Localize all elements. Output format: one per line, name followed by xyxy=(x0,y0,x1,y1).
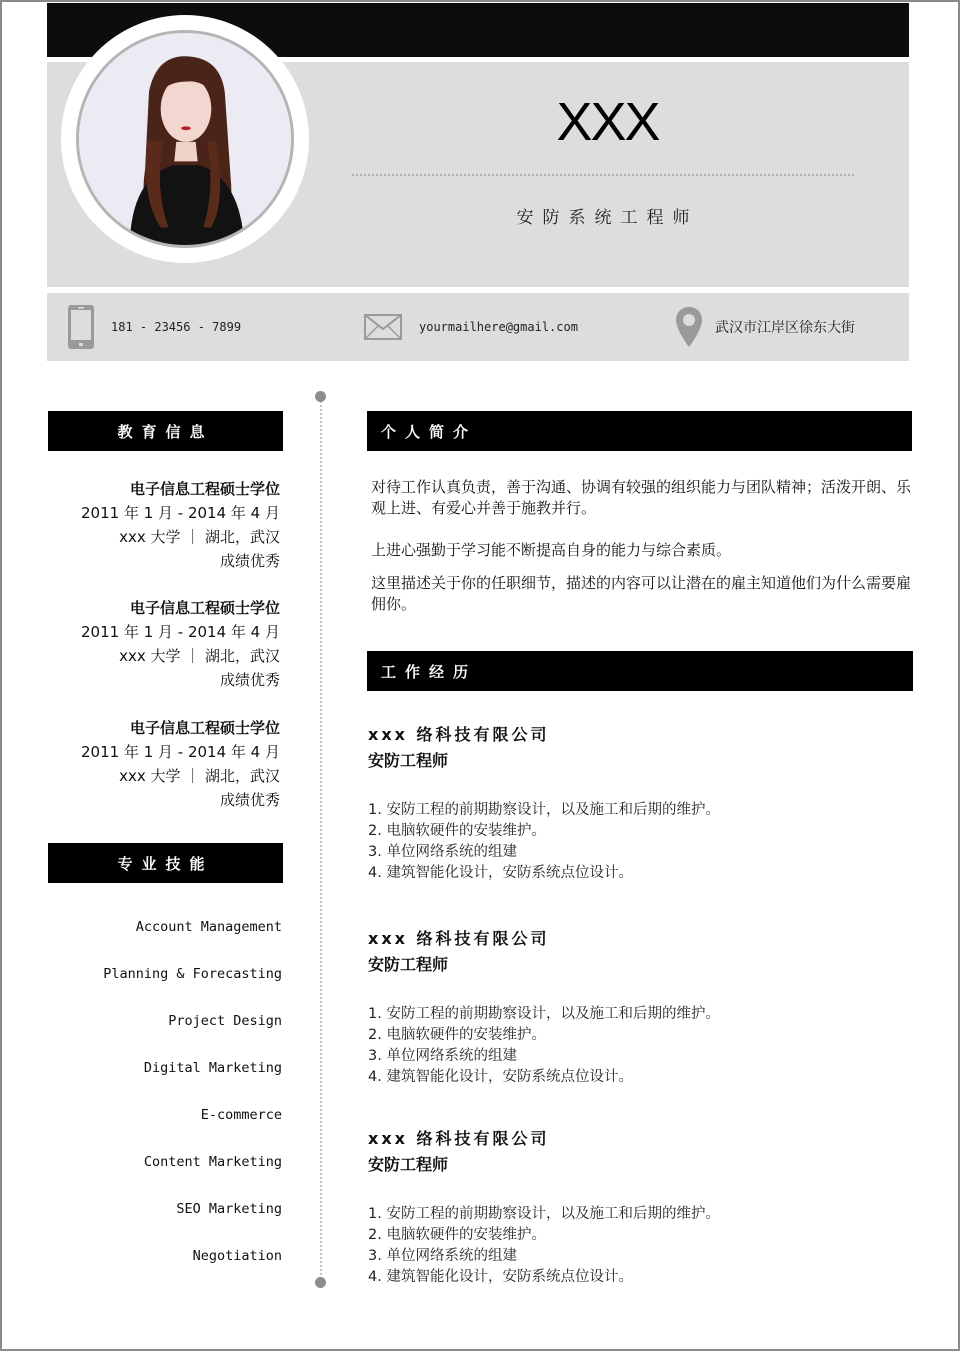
phone-number[interactable]: 181 - 23456 - 7899 xyxy=(111,320,242,334)
timeline-dot-top xyxy=(315,391,326,402)
location-pin-icon xyxy=(675,306,703,348)
email-address[interactable]: yourmailhere@gmail.com xyxy=(419,320,578,334)
duty-list xyxy=(368,800,908,884)
skill-item: Project Design xyxy=(168,1013,282,1029)
contact-phone xyxy=(67,293,241,361)
skill-item: E-commerce xyxy=(200,1107,282,1123)
duty-item: 4. 建筑智能化设计，安防系统点位设计。 xyxy=(368,865,633,881)
duty-item: 3. 单位网络系统的组建 xyxy=(368,844,517,860)
note: 成绩优秀 xyxy=(219,791,280,809)
profile-photo-icon xyxy=(79,33,291,245)
skill-item: Negotiation xyxy=(192,1248,282,1264)
role-title: 安防工程师 xyxy=(368,751,449,770)
contact-strip xyxy=(47,293,909,361)
address-text: 武汉市江岸区徐东大街 xyxy=(715,320,855,336)
skill-item: Content Marketing xyxy=(143,1154,282,1170)
duty-list xyxy=(368,1204,908,1288)
duty-item: 4. 建筑智能化设计，安防系统点位设计。 xyxy=(368,1269,633,1285)
section-education-header xyxy=(48,411,283,451)
section-skills-header xyxy=(48,843,283,883)
note: 成绩优秀 xyxy=(219,552,280,570)
profile-paragraph: 这里描述关于你的任职细节，描述的内容可以让潜在的雇主知道他们为什么需要雇佣你。 xyxy=(371,574,912,613)
avatar xyxy=(76,30,294,248)
duty-item: 1. 安防工程的前期勘察设计，以及施工和后期的维护。 xyxy=(368,1006,720,1022)
degree: 电子信息工程硕士学位 xyxy=(129,480,280,498)
education-item xyxy=(47,596,280,692)
duty-item: 4. 建筑智能化设计，安防系统点位设计。 xyxy=(368,1069,633,1085)
experience-item xyxy=(368,1126,908,1288)
degree: 电子信息工程硕士学位 xyxy=(129,719,280,737)
skill-item: Digital Marketing xyxy=(143,1060,282,1076)
candidate-name: XXX xyxy=(556,92,659,152)
duty-item: 3. 单位网络系统的组建 xyxy=(368,1248,517,1264)
timeline-dot-bottom xyxy=(315,1277,326,1288)
experience-item xyxy=(368,722,908,884)
skill-item: SEO Marketing xyxy=(176,1201,282,1217)
role-title: 安防工程师 xyxy=(368,1155,449,1174)
role-title: 安防工程师 xyxy=(368,955,449,974)
avatar-ring xyxy=(61,15,309,263)
degree: 电子信息工程硕士学位 xyxy=(129,599,280,617)
section-experience-header xyxy=(367,651,913,691)
duty-item: 3. 单位网络系统的组建 xyxy=(368,1048,517,1064)
duty-item: 2. 电脑软硬件的安装维护。 xyxy=(368,823,546,839)
company-name: xxx 络科技有限公司 xyxy=(368,1129,550,1148)
education-item xyxy=(47,716,280,812)
duty-item: 2. 电脑软硬件的安装维护。 xyxy=(368,1227,546,1243)
period: 2011 年 1 月 - 2014 年 4 月 xyxy=(81,743,280,761)
contact-email xyxy=(364,293,578,361)
company-name: xxx 络科技有限公司 xyxy=(368,725,550,744)
school-location: xxx 大学 ｜ 湖北，武汉 xyxy=(119,647,280,665)
section-skills-title: 专业技能 xyxy=(117,854,214,873)
duty-item: 2. 电脑软硬件的安装维护。 xyxy=(368,1027,546,1043)
period: 2011 年 1 月 - 2014 年 4 月 xyxy=(81,623,280,641)
note: 成绩优秀 xyxy=(219,671,280,689)
section-profile-header xyxy=(367,411,912,451)
school-location: xxx 大学 ｜ 湖北，武汉 xyxy=(119,767,280,785)
mail-icon xyxy=(364,314,402,340)
contact-address xyxy=(675,293,855,361)
duty-list xyxy=(368,1004,908,1088)
section-education-title: 教育信息 xyxy=(117,422,214,441)
job-title: 安防系统工程师 xyxy=(516,208,699,228)
section-experience-title: 工作经历 xyxy=(381,662,478,681)
timeline-divider xyxy=(320,397,322,1283)
school-location: xxx 大学 ｜ 湖北，武汉 xyxy=(119,528,280,546)
duty-item: 1. 安防工程的前期勘察设计，以及施工和后期的维护。 xyxy=(368,802,720,818)
profile-paragraph: 对待工作认真负责，善于沟通、协调有较强的组织能力与团队精神；活泼开朗、乐观上进、有爱心并善于施教并行。 xyxy=(371,478,912,517)
duty-item: 1. 安防工程的前期勘察设计，以及施工和后期的维护。 xyxy=(368,1206,720,1222)
profile-paragraph: 上进心强勤于学习能不断提高自身的能力与综合素质。 xyxy=(371,541,732,559)
phone-icon xyxy=(67,304,95,350)
company-name: xxx 络科技有限公司 xyxy=(368,929,550,948)
section-profile-title: 个人简介 xyxy=(381,422,478,441)
name-divider xyxy=(352,174,854,176)
skill-item: Account Management xyxy=(135,919,282,935)
experience-item xyxy=(368,926,908,1088)
period: 2011 年 1 月 - 2014 年 4 月 xyxy=(81,504,280,522)
education-item xyxy=(47,477,280,573)
skill-item: Planning & Forecasting xyxy=(103,966,282,982)
